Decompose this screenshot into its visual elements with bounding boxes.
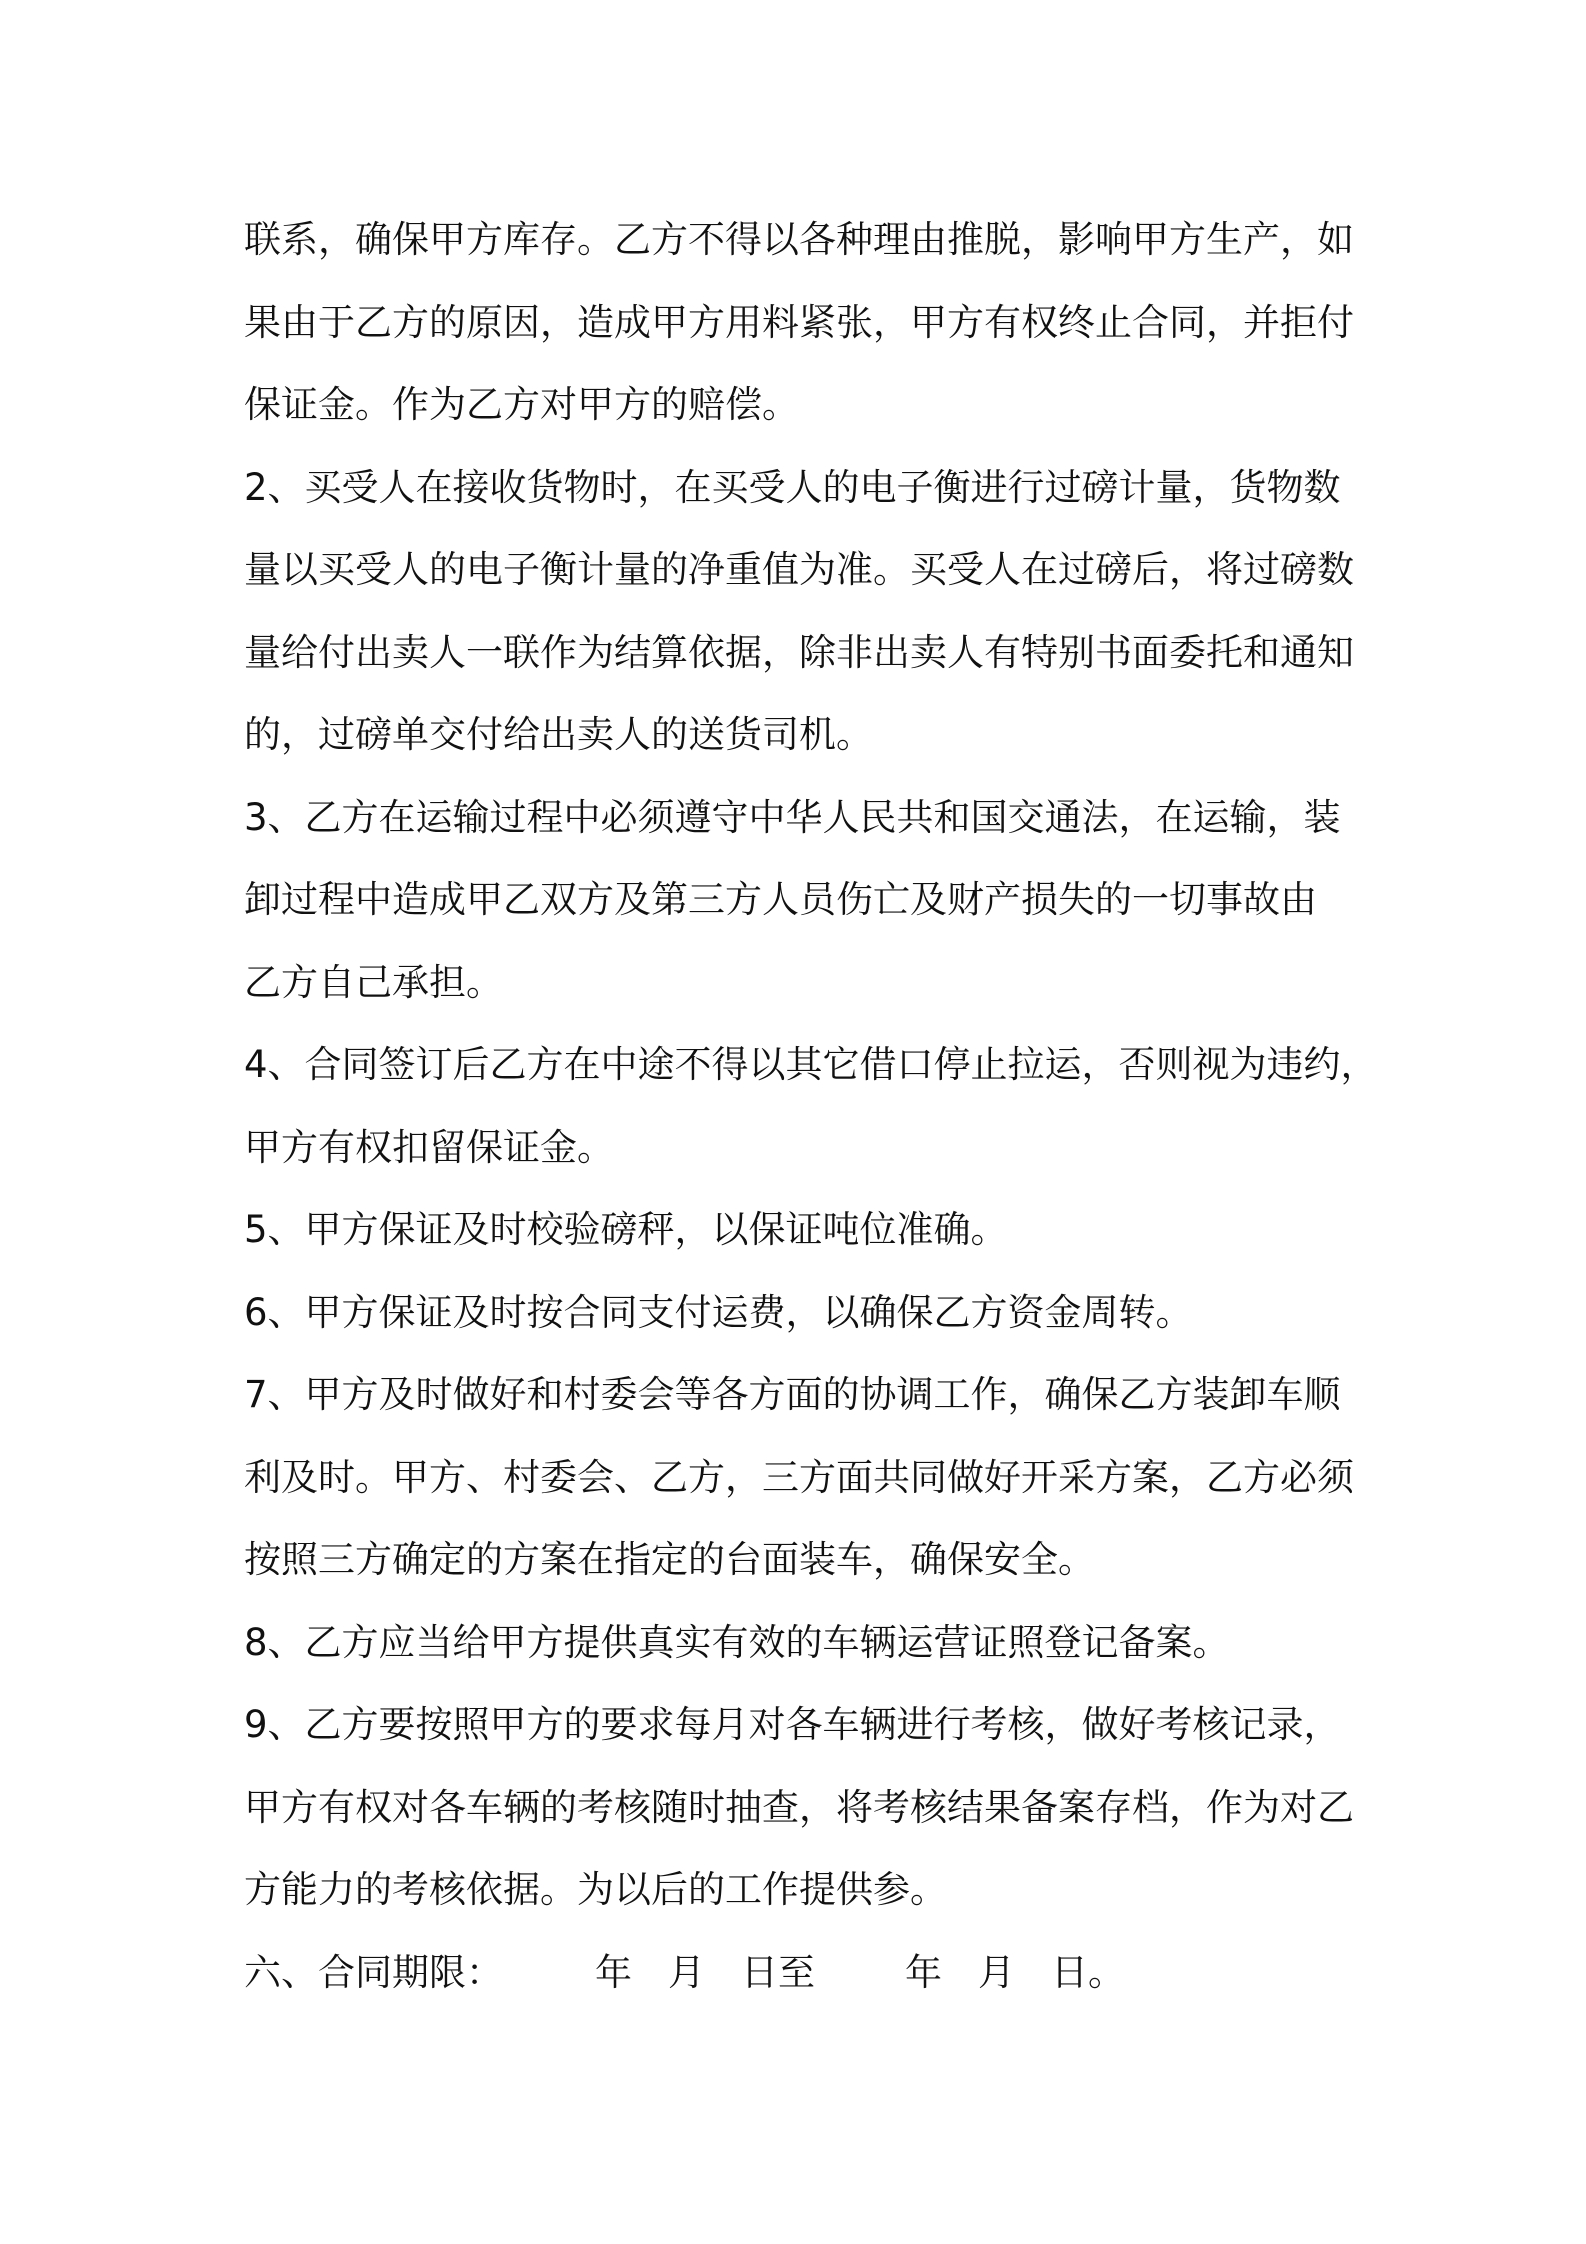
- text-line: 量给付出卖人一联作为结算依据，除非出卖人有特别书面委托和通知: [244, 630, 1354, 674]
- clause-9-line: 9、乙方要按照甲方的要求每月对各车辆进行考核，做好考核记录，: [244, 1703, 1341, 1746]
- term-label: 六、合同期限：: [244, 1950, 503, 1994]
- text-line: 卸过程中造成甲乙双方及第三方人员伤亡及财产损失的一切事故由: [244, 878, 1317, 921]
- clause-8-line: 8、乙方应当给甲方提供真实有效的车辆运营证照登记备案。: [244, 1620, 1230, 1664]
- text-line: 按照三方确定的方案在指定的台面装车，确保安全。: [244, 1538, 1095, 1581]
- text-line: 乙方自己承担。: [244, 960, 503, 1004]
- clause-5-line: 5、甲方保证及时校验磅秤，以保证吨位准确。: [244, 1208, 1008, 1251]
- term-month-end: 月: [978, 1950, 1015, 1994]
- text-line: 的，过磅单交付给出卖人的送货司机。: [244, 713, 873, 756]
- clause-7-line: 7、甲方及时做好和村委会等各方面的协调工作，确保乙方装卸车顺: [244, 1373, 1341, 1416]
- text-line: 甲方有权对各车辆的考核随时抽查，将考核结果备案存档，作为对乙: [244, 1785, 1354, 1829]
- term-year-start: 年: [595, 1950, 632, 1994]
- contract-body: [244, 199, 1378, 2014]
- clause-4-line: 4、合同签订后乙方在中途不得以其它借口停止拉运，否则视为违约，: [244, 1043, 1378, 1086]
- text-line: 甲方有权扣留保证金。: [244, 1125, 614, 1169]
- clause-6-line: 6、甲方保证及时按合同支付运费，以确保乙方资金周转。: [244, 1290, 1193, 1334]
- term-day-end: 日。: [1051, 1950, 1125, 1994]
- contract-term-line: [244, 1932, 1364, 2015]
- text-line: 联系，确保甲方库存。乙方不得以各种理由推脱，影响甲方生产，如: [244, 218, 1354, 261]
- text-line: 利及时。甲方、村委会、乙方，三方面共同做好开采方案，乙方必须: [244, 1455, 1354, 1499]
- term-month-start: 月: [668, 1950, 705, 1994]
- text-line: 量以买受人的电子衡计量的净重值为准。买受人在过磅后，将过磅数: [244, 548, 1354, 591]
- term-year-end: 年: [905, 1950, 942, 1994]
- text-line: 保证金。作为乙方对甲方的赔偿。: [244, 383, 799, 426]
- clause-2-line: 2、买受人在接收货物时，在买受人的电子衡进行过磅计量，货物数: [244, 465, 1341, 509]
- clause-3-line: 3、乙方在运输过程中必须遵守中华人民共和国交通法，在运输，装: [244, 795, 1341, 839]
- text-line: 方能力的考核依据。为以后的工作提供参。: [244, 1868, 947, 1911]
- text-line: 果由于乙方的原因，造成甲方用料紧张，甲方有权终止合同，并拒付: [244, 300, 1354, 344]
- term-day-start-to: 日至: [741, 1950, 815, 1994]
